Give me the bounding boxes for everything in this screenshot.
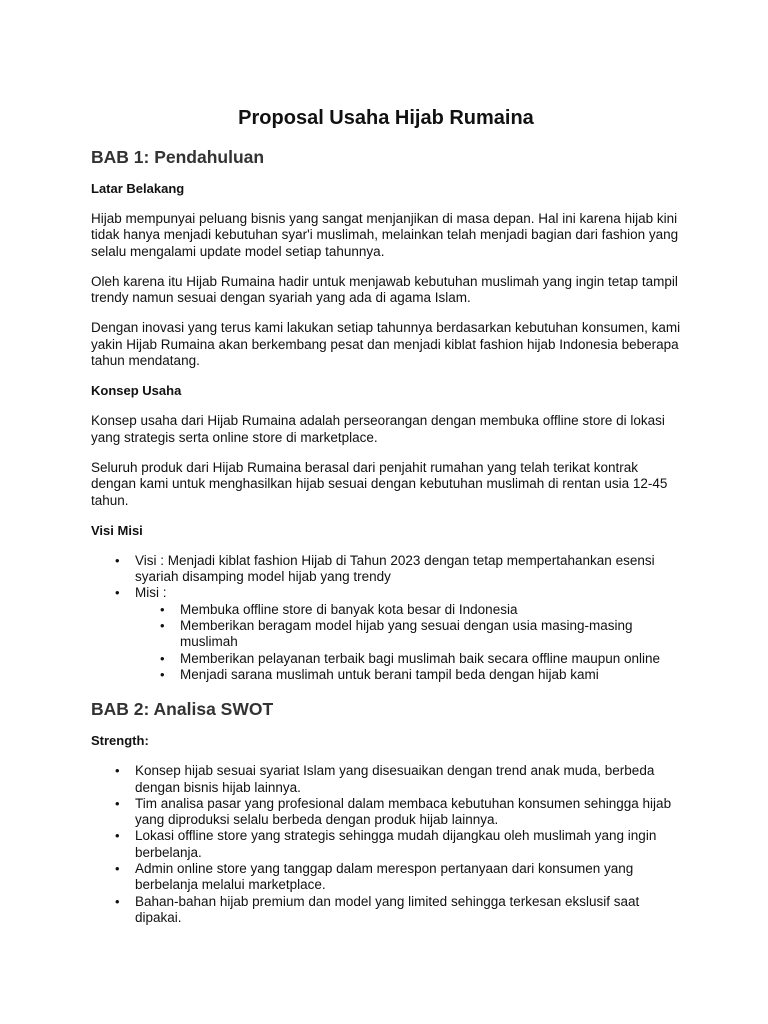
document-title: Proposal Usaha Hijab Rumaina: [238, 107, 534, 129]
section-heading-visi-misi: Visi Misi: [91, 522, 143, 538]
chapter-heading-bab1: BAB 1: Pendahuluan: [91, 147, 265, 167]
list-item-visi: • Visi : Menjadi kiblat fashion Hijab di Tahun 2023 dengan tetap mempertahankan esensi syariah disamping model hijab yang trendy: [135, 553, 681, 586]
strength-list: [91, 763, 681, 926]
visi-misi-list: [91, 553, 681, 683]
paragraph: Dengan inovasi yang terus kami lakukan setiap tahunnya berdasarkan kebutuhan konsumen, kami yakin Hijab Rumaina akan berkembang pesat dan menjadi kiblat fashion hijab Indonesia beberapa tahun mendatang.: [91, 320, 681, 369]
section-heading-strength: Strength:: [91, 733, 149, 749]
section-heading-konsep-usaha: Konsep Usaha: [91, 383, 182, 399]
paragraph: Hijab mempunyai peluang bisnis yang sangat menjanjikan di masa depan. Hal ini karena hijab kini tidak hanya menjadi kebutuhan syar'i muslimah, melainkan telah menjadi bagian dari fashion yang selalu mengalami update model setiap tahunnya.: [91, 211, 679, 259]
document-content: [91, 104, 681, 940]
chapter-heading-bab2: BAB 2: Analisa SWOT: [91, 699, 274, 720]
list-item: • Konsep hijab sesuai syariat Islam yang disesuaikan dengan trend anak muda, berbeda dengan bisnis hijab lainnya.: [135, 763, 681, 796]
list-item: • Lokasi offline store yang strategis sehingga mudah dijangkau oleh muslimah yang ingin berbelanja.: [135, 828, 681, 861]
paragraph: Seluruh produk dari Hijab Rumaina berasal dari penjahit rumahan yang telah terikat kontrak dengan kami untuk menghasilkan hijab sesuai dengan kebutuhan muslimah di rentan usia 12-45 tahun.: [91, 459, 668, 508]
paragraph: Oleh karena itu Hijab Rumaina hadir untuk menjawab kebutuhan muslimah yang ingin tetap tampil trendy namun sesuai dengan syariah yang ada di agama Islam.: [91, 273, 678, 306]
paragraph: Konsep usaha dari Hijab Rumaina adalah perseorangan dengan membuka offline store di lokasi yang strategis serta online store di marketplace.: [91, 413, 665, 445]
list-item: • Menjadi sarana muslimah untuk berani tampil beda dengan hijab kami: [180, 667, 681, 683]
misi-label: Misi :: [135, 585, 167, 601]
list-item: • Memberikan beragam model hijab yang sesuai dengan usia masing-masing muslimah: [180, 618, 681, 651]
section-heading-latar-belakang: Latar Belakang: [91, 181, 185, 196]
list-item-misi: [135, 585, 681, 683]
list-item: • Memberikan pelayanan terbaik bagi muslimah baik secara offline maupun online: [180, 651, 681, 667]
list-item: • Tim analisa pasar yang profesional dalam membaca kebutuhan konsumen sehingga hijab yang diproduksi selalu berbeda dengan produk hijab lainnya.: [135, 796, 681, 829]
list-item: • Admin online store yang tanggap dalam merespon pertanyaan dari konsumen yang berbelanja melalui marketplace.: [135, 861, 681, 894]
misi-list: [135, 602, 681, 683]
list-item: • Membuka offline store di banyak kota besar di Indonesia: [180, 602, 681, 618]
list-item: • Bahan-bahan hijab premium dan model yang limited sehingga terkesan ekslusif saat dipakai.: [135, 894, 681, 927]
